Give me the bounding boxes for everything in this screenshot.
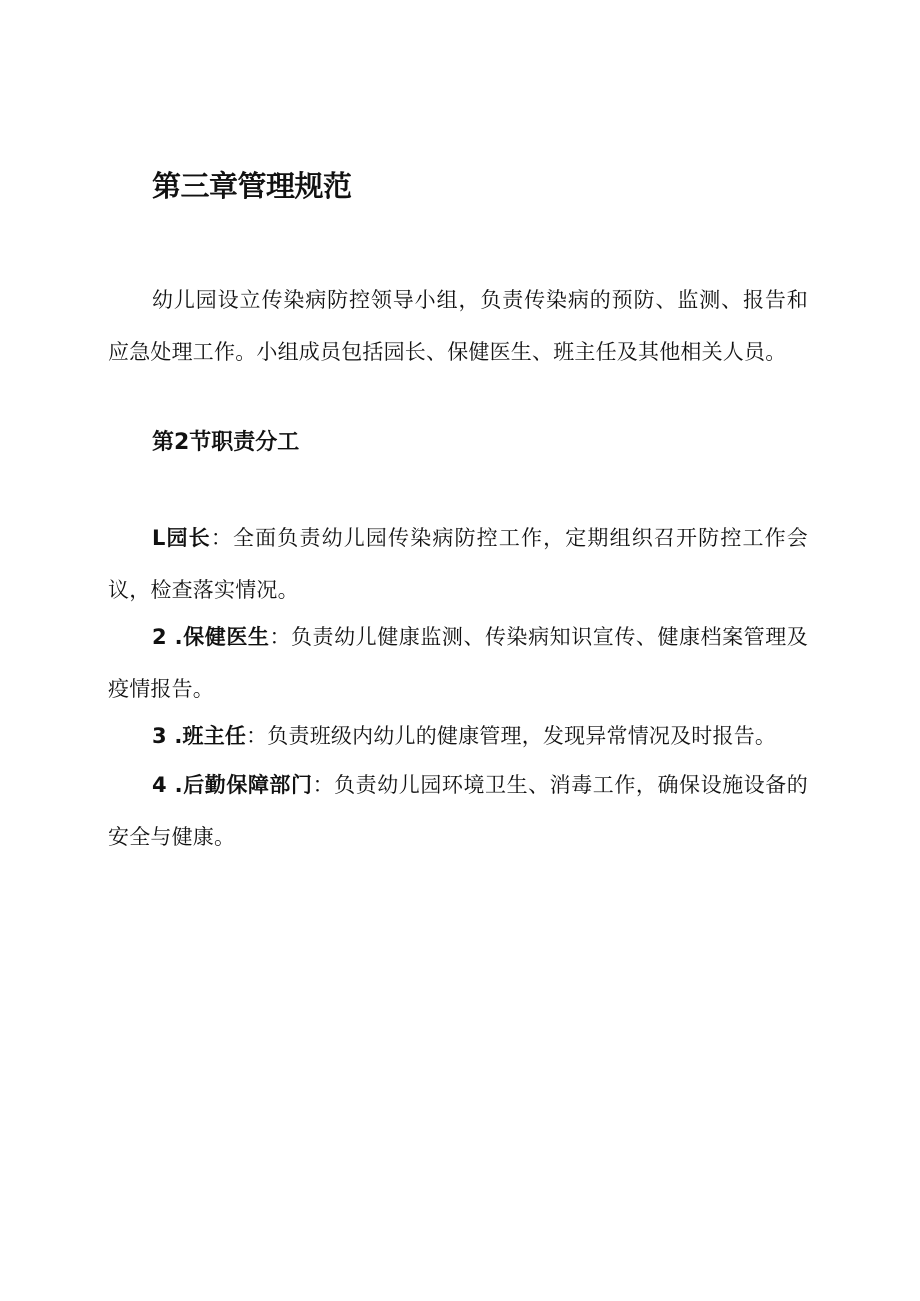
duty-item-text: ：负责幼儿健康监测、传染病知识宣传、健康档案管理及疫情报告。 <box>108 625 808 701</box>
duty-item-text: ：负责班级内幼儿的健康管理，发现异常情况及时报告。 <box>246 724 777 748</box>
section-title: 第2节职责分工 <box>152 430 300 455</box>
duty-item-text: ：全面负责幼儿园传染病防控工作，定期组织召开防控工作会议，检查落实情况。 <box>108 526 808 602</box>
duty-item-lead: 3 .班主任 <box>152 724 247 748</box>
intro-paragraph: 幼儿园设立传染病防控领导小组，负责传染病的预防、监测、报告和应急处理工作。小组成员包括园长、保健医生、班主任及其他相关人员。 <box>108 288 808 364</box>
duty-item-logistics <box>108 759 808 863</box>
chapter-title: 第三章管理规范 <box>152 169 352 203</box>
duty-item-lead: 4 .后勤保障部门 <box>152 773 313 797</box>
duty-item-health-doctor <box>108 611 808 715</box>
duty-item-lead: L园长 <box>152 526 211 550</box>
duty-item-text: ：负责幼儿园环境卫生、消毒工作，确保设施设备的安全与健康。 <box>108 773 808 849</box>
duty-item-principal <box>108 512 808 616</box>
duty-item-lead: 2 .保健医生 <box>152 625 270 649</box>
duty-item-class-teacher <box>108 710 808 762</box>
